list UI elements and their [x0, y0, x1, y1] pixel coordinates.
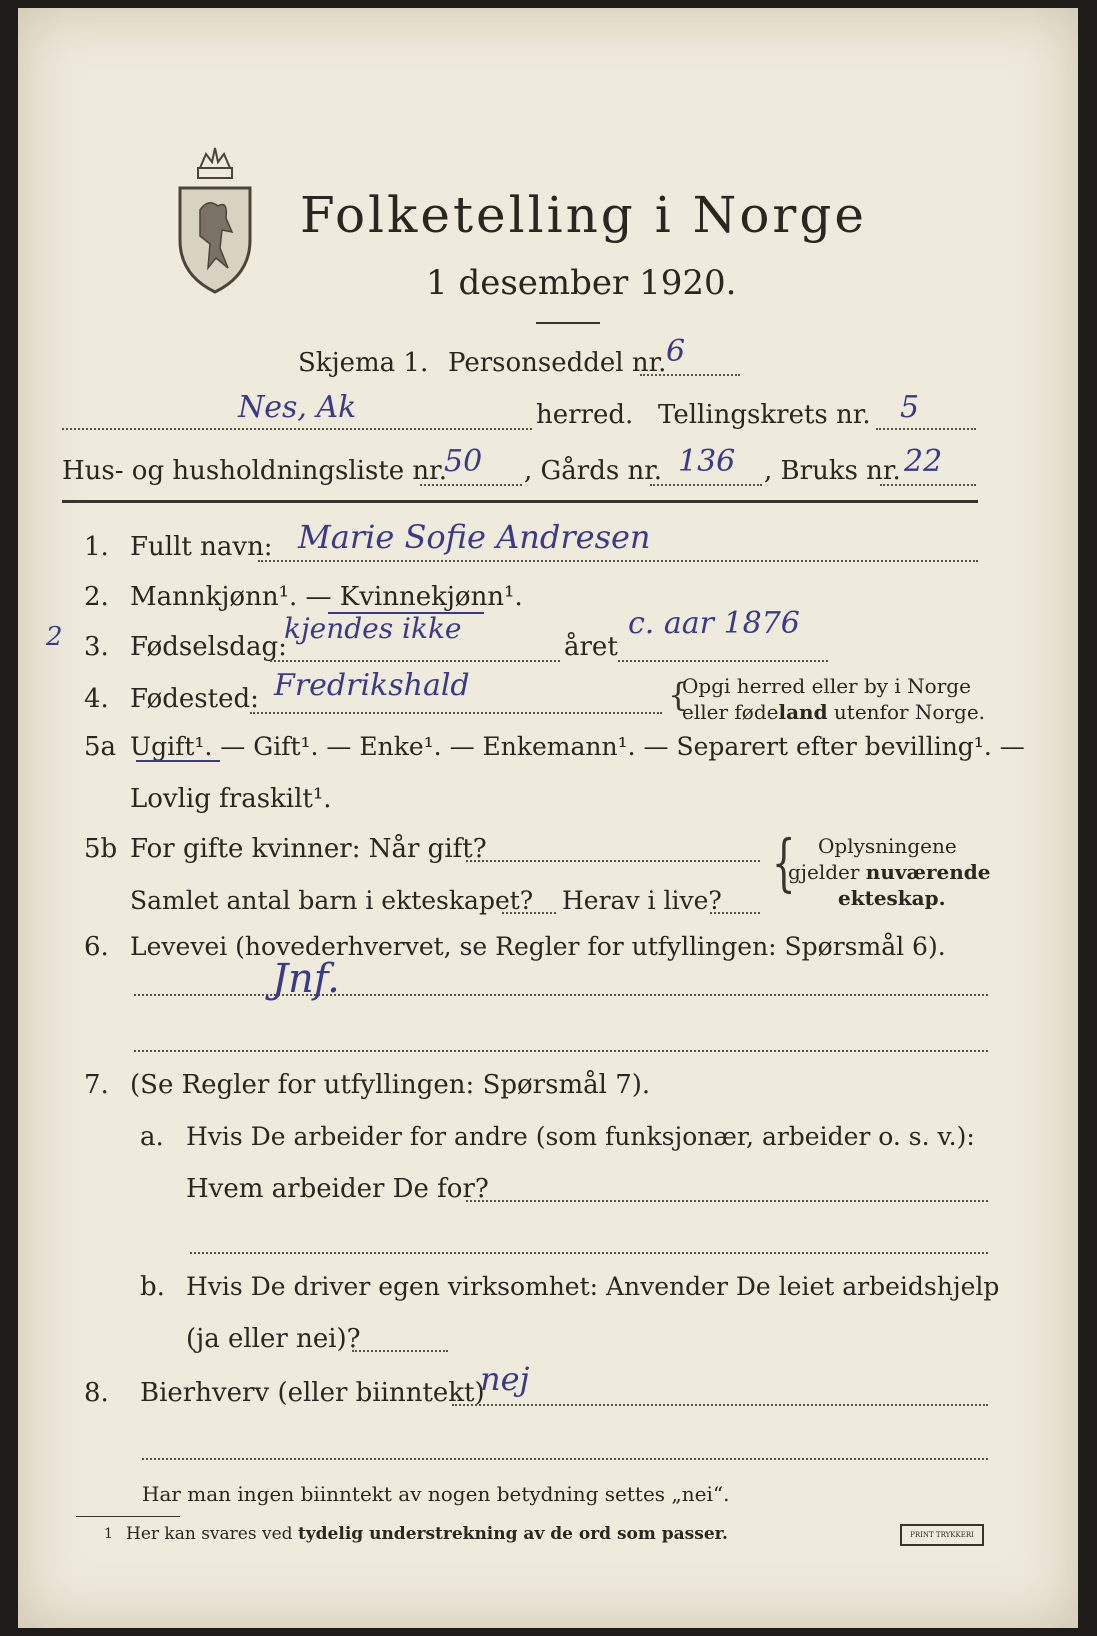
q7a-employer-label: Hvem arbeider De for? [186, 1174, 489, 1204]
herred-label: herred. [536, 400, 634, 430]
q5b-note-line1: Oplysningene [818, 834, 957, 858]
q7a-letter: a. [140, 1122, 164, 1152]
husholdning-value[interactable]: 50 [444, 444, 483, 479]
q8-label: Bierhverv (eller biinntekt) [140, 1378, 485, 1408]
footnote-rule [76, 1516, 180, 1517]
marital-status-options-line2: Lovlig fraskilt¹. [130, 784, 332, 814]
herred-line [62, 428, 532, 430]
q6-number: 6. [84, 932, 109, 962]
q7a-employer-line [466, 1200, 988, 1202]
birthdate-value[interactable]: kjendes ikke [284, 612, 462, 645]
q7a-extra-line [190, 1252, 988, 1254]
personseddel-label: Personseddel nr. [448, 348, 667, 378]
side-income-value[interactable]: nej [480, 1360, 530, 1398]
q7-label: (Se Regler for utfyllingen: Spørsmål 7). [130, 1070, 651, 1100]
occupation-value[interactable]: Jnf. [272, 956, 340, 1002]
margin-note: 2 [46, 622, 63, 652]
birth-year-value[interactable]: c. aar 1876 [628, 606, 800, 641]
q6-line-1 [134, 994, 988, 996]
q7a-question: Hvis De arbeider for andre (som funksjonær, arbeider o. s. v.): [186, 1122, 975, 1151]
herred-value[interactable]: Nes, Ak [238, 390, 357, 425]
header-rule [62, 500, 978, 503]
bruks-label: , Bruks nr. [764, 456, 901, 486]
q5a-number: 5a [84, 732, 117, 762]
q5b-children-line [502, 912, 556, 914]
printer-stamp: PRINT TRYKKERI [900, 1524, 984, 1546]
full-name-value[interactable]: Marie Sofie Andresen [298, 518, 651, 556]
q6-line-2 [134, 1050, 988, 1052]
q3-year-line [618, 660, 828, 662]
q8-note: Har man ingen biinntekt av nogen betydning settes „nei“. [142, 1482, 730, 1506]
q2-number: 2. [84, 582, 109, 612]
q3-aret-label: året [564, 632, 618, 662]
form-title: Folketelling i Norge [300, 186, 867, 244]
gards-value[interactable]: 136 [678, 444, 736, 479]
q8-extra-line [142, 1458, 988, 1460]
q5b-note-line3: ekteskap. [838, 886, 946, 910]
q5b-when-line [466, 860, 760, 862]
q7b-question: Hvis De driver egen virksomhet: Anvender De leiet arbeidshjelp [186, 1272, 1000, 1301]
q3-number: 3. [84, 632, 109, 662]
q5b-alive-label: Herav i live? [562, 886, 722, 915]
q4-line [250, 712, 662, 714]
q5b-brace: { [771, 826, 796, 899]
marital-status-options: Ugift¹. — Gift¹. — Enke¹. — Enkemann¹. — Separert efter bevilling¹. — [130, 732, 1025, 761]
q6-label: Levevei (hovederhvervet, se Regler for utfyllingen: Spørsmål 6). [130, 932, 946, 961]
marital-underline-mark [136, 760, 220, 762]
q1-label: Fullt navn: [130, 532, 273, 562]
gards-label: , Gårds nr. [524, 456, 663, 486]
q7b-answer-label: (ja eller nei)? [186, 1324, 361, 1354]
q3-date-line [270, 660, 560, 662]
q4-note-line1: Opgi herred eller by i Norge [682, 674, 971, 698]
q4-label: Fødested: [130, 684, 259, 714]
q4-number: 4. [84, 684, 109, 714]
personseddel-line [640, 374, 740, 376]
q5b-number: 5b [84, 834, 118, 864]
tellingskrets-value[interactable]: 5 [900, 390, 920, 425]
footnote-mark: 1 [104, 1526, 113, 1542]
title-divider [536, 322, 600, 324]
husholdning-label: Hus- og husholdningsliste nr. [62, 456, 448, 486]
q8-number: 8. [84, 1378, 109, 1408]
q4-note-line2: eller fødeland utenfor Norge. [682, 700, 986, 724]
q7b-answer-line [352, 1350, 448, 1352]
q5b-alive-line [710, 912, 760, 914]
birthplace-value[interactable]: Fredrikshald [274, 668, 470, 703]
census-date: 1 desember 1920. [426, 263, 737, 303]
tellingskrets-label: Tellingskrets nr. [658, 400, 871, 430]
census-form-sheet [18, 8, 1078, 1628]
q4-brace: { [668, 676, 689, 714]
footnote-text: Her kan svares ved tydelig understrekning av de ord som passer. [126, 1524, 728, 1544]
skjema-label: Skjema 1. [298, 348, 429, 378]
q3-label: Fødselsdag: [130, 632, 287, 662]
q7-number: 7. [84, 1070, 109, 1100]
q8-line [452, 1404, 988, 1406]
q5b-note-line2: gjelder nuværende [788, 860, 991, 884]
bruks-line [880, 484, 976, 486]
q1-number: 1. [84, 532, 109, 562]
husholdning-line [420, 484, 522, 486]
norwegian-coat-of-arms-icon [170, 140, 260, 300]
tellingskrets-line [876, 428, 976, 430]
q7b-letter: b. [140, 1272, 165, 1302]
q5b-when-married-label: For gifte kvinner: Når gift? [130, 834, 487, 864]
gards-line [650, 484, 762, 486]
q1-line [258, 560, 978, 562]
personseddel-value[interactable]: 6 [666, 334, 686, 369]
gender-options: Mannkjønn¹. — Kvinnekjønn¹. [130, 582, 523, 612]
q5b-children-label: Samlet antal barn i ekteskapet? [130, 886, 534, 915]
bruks-value[interactable]: 22 [904, 444, 943, 479]
